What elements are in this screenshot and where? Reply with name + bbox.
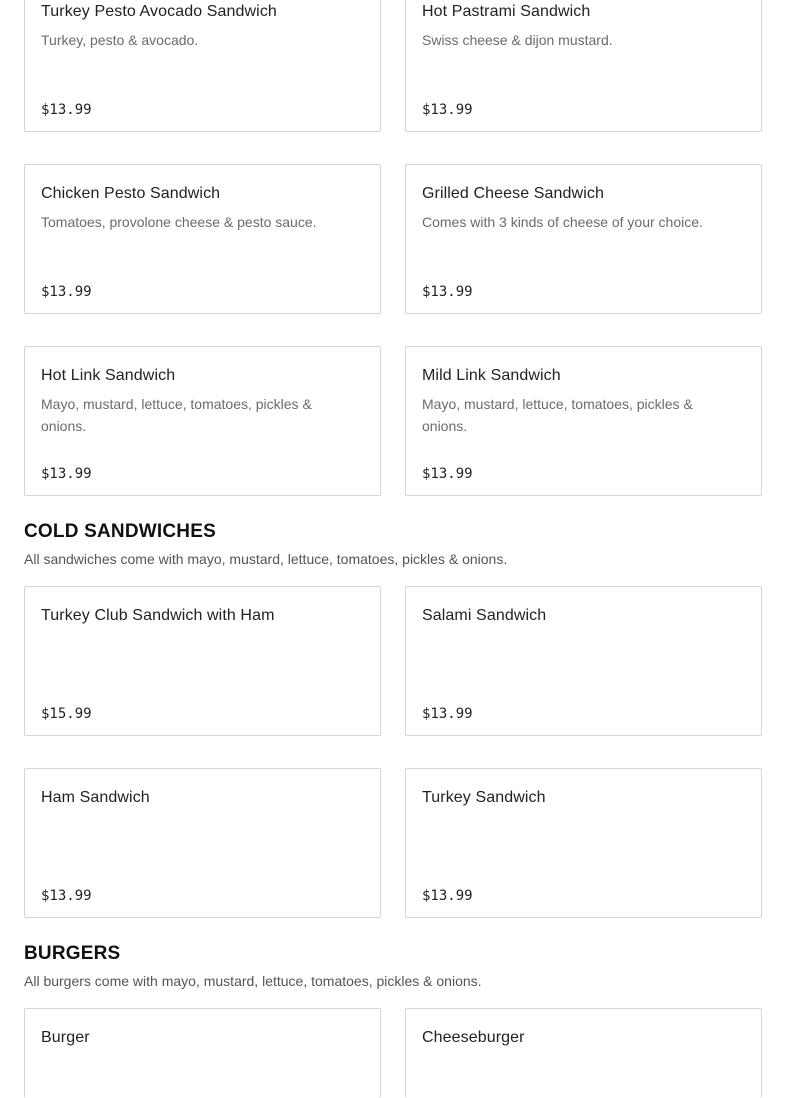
section-title: BURGERS (24, 943, 121, 964)
item-description: Comes with 3 kinds of cheese of your choice. (422, 214, 703, 230)
item-price: $13.99 (422, 706, 473, 722)
item-name: Grilled Cheese Sandwich (422, 185, 604, 202)
item-name: Turkey Club Sandwich with Ham (41, 607, 275, 624)
item-name: Turkey Sandwich (422, 789, 546, 806)
menu-item-card[interactable] (405, 768, 762, 918)
item-description: Mayo, mustard, lettuce, tomatoes, pickles & onions. (41, 396, 312, 434)
menu-item-card[interactable] (405, 586, 762, 736)
item-name: Mild Link Sandwich (422, 367, 561, 384)
section-title: COLD SANDWICHES (24, 521, 216, 542)
item-description: Mayo, mustard, lettuce, tomatoes, pickles & onions. (422, 396, 693, 434)
menu-item-card[interactable] (24, 346, 381, 496)
menu-item-card[interactable] (24, 586, 381, 736)
item-name: Hot Link Sandwich (41, 367, 176, 384)
section-description: All burgers come with mayo, mustard, lettuce, tomatoes, pickles & onions. (24, 973, 482, 989)
item-name: Ham Sandwich (41, 789, 150, 806)
item-description: Swiss cheese & dijon mustard. (422, 32, 613, 48)
menu-item-card[interactable] (405, 1008, 762, 1098)
item-price: $13.99 (41, 888, 92, 904)
item-price: $13.99 (41, 102, 92, 118)
item-price: $13.99 (422, 102, 473, 118)
item-name: Burger (41, 1029, 90, 1046)
item-price: $13.99 (422, 466, 473, 482)
item-price: $13.99 (41, 284, 92, 300)
item-description: Turkey, pesto & avocado. (41, 32, 199, 48)
item-description: Tomatoes, provolone cheese & pesto sauce. (41, 214, 317, 230)
menu-item-card[interactable] (405, 0, 762, 132)
item-name: Chicken Pesto Sandwich (41, 185, 221, 202)
menu-item-card[interactable] (24, 768, 381, 918)
item-price: $15.99 (41, 706, 92, 722)
item-price: $13.99 (41, 466, 92, 482)
menu-item-card[interactable] (405, 164, 762, 314)
section-description: All sandwiches come with mayo, mustard, lettuce, tomatoes, pickles & onions. (24, 551, 508, 567)
item-name: Salami Sandwich (422, 607, 547, 624)
menu-item-card[interactable] (24, 164, 381, 314)
menu-item-card[interactable] (405, 346, 762, 496)
item-price: $13.99 (422, 284, 473, 300)
menu-item-card[interactable] (24, 1008, 381, 1098)
item-price: $13.99 (422, 888, 473, 904)
menu-item-card[interactable] (24, 0, 381, 132)
item-name: Cheeseburger (422, 1029, 525, 1046)
item-name: Hot Pastrami Sandwich (422, 3, 591, 20)
item-name: Turkey Pesto Avocado Sandwich (41, 3, 277, 20)
